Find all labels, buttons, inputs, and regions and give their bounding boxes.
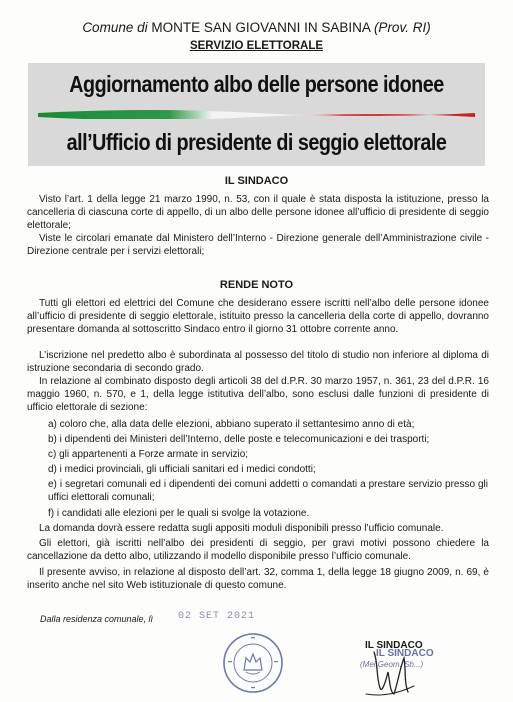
- servizio-label: SERVIZIO ELETTORALE: [189, 40, 324, 52]
- exclusion-item-b: b) i dipendenti dei Ministeri dell’Interno, delle poste e telecomunicazioni e dei trasporti;: [48, 434, 430, 445]
- rende-noto-heading: RENDE NOTO: [219, 279, 294, 291]
- comune-name: MONTE SAN GIOVANNI IN SABINA: [151, 20, 371, 35]
- date-line: Dalla residenza comunale, lì: [40, 614, 154, 624]
- banner-title-line2: all’Ufficio di presidente di seggio elettorale: [66, 129, 447, 155]
- signer-name: (Mei Geom. Sb...): [360, 660, 424, 669]
- exclusion-item-a: a) coloro che, alla data delle elezioni, abbiano superato il settantesimo anno di età;: [48, 419, 415, 430]
- title-banner: [28, 63, 485, 166]
- comune-prefix: Comune di: [82, 20, 148, 35]
- municipal-seal-icon: [222, 632, 284, 694]
- signer-title: IL SINDACO: [365, 640, 423, 651]
- signer-stamp: IL SINDACO: [376, 648, 434, 659]
- visto-paragraph-2: Viste le circolari emanate dal Ministero dell’Interno - Direzione generale dell’Amministrazione civile - Direzione centrale per i servizi elettorali;: [27, 233, 489, 258]
- paragraph-4: La domanda dovrà essere redatta sugli appositi moduli disponibili presso l’ufficio comunale.: [39, 523, 444, 534]
- paragraph-1: Tutti gli elettori ed elettrici del Comune che desiderano essere iscritti nell’albo delle persone idonee all’ufficio di presidente di seggio elettorale, istituito presso la cancelleria della corte di appello, dovranno presentare domanda al sottoscritto Sindaco entro il giorno 31 ottobre corrente anno.: [27, 298, 489, 336]
- paragraph-5: Gli elettori, già iscritti nell’albo dei presidenti di seggio, per gravi motivi possono chiedere la cancellazione da detto albo, utilizzando il modello disponibile presso l’ufficio comunale.: [27, 538, 489, 563]
- exclusion-item-c: c) gli appartenenti a Forze armate in servizio;: [48, 449, 249, 460]
- exclusion-item-d: d) i medici provinciali, gli ufficiali sanitari ed i medici condotti;: [48, 464, 316, 475]
- paragraph-6: Il presente avviso, in relazione al disposto dell’art. 32, comma 1, della legge 18 giugno 2009, n. 69, è inserito anche nel sito Web istituzionale di questo comune.: [27, 567, 489, 592]
- sindaco-heading: IL SINDACO: [224, 175, 289, 187]
- exclusion-item-e: e) i segretari comunali ed i dipendenti dei comuni addetti o comandati a prestare servizio presso gli uffici elettorali comunali;: [48, 479, 488, 504]
- handwritten-signature-icon: [360, 642, 420, 700]
- exclusion-item-f: f) i candidati alle elezioni per le quali si svolge la votazione.: [48, 508, 310, 519]
- italian-flag-stripe: [38, 107, 475, 119]
- visto-paragraph-1: Visto l’art. 1 della legge 21 marzo 1990, n. 53, con il quale è stata disposta la istituzione, presso la cancelleria di ciascuna corte di appello, di un albo delle persone idonee all’ufficio di presidente di seggio elettorale;: [27, 194, 489, 232]
- comune-header: [0, 20, 513, 35]
- banner-title-line1: Aggiornamento albo delle persone idonee: [69, 71, 444, 97]
- date-stamp: 02 SET 2021: [178, 611, 256, 622]
- paragraph-2: L’iscrizione nel predetto albo è subordinata al possesso del titolo di studio non inferiore al diploma di istruzione secondaria di secondo grado.: [27, 350, 489, 375]
- province: (Prov. RI): [373, 20, 431, 35]
- paragraph-3: In relazione al combinato disposto degli articoli 38 del d.P.R. 30 marzo 1957, n. 361, 23 del d.P.R. 16 maggio 1960, n. 570, e 1, della legge istitutiva dell’albo, sono esclusi dalle funzioni di presidente di ufficio elettorale di sezione:: [27, 376, 489, 414]
